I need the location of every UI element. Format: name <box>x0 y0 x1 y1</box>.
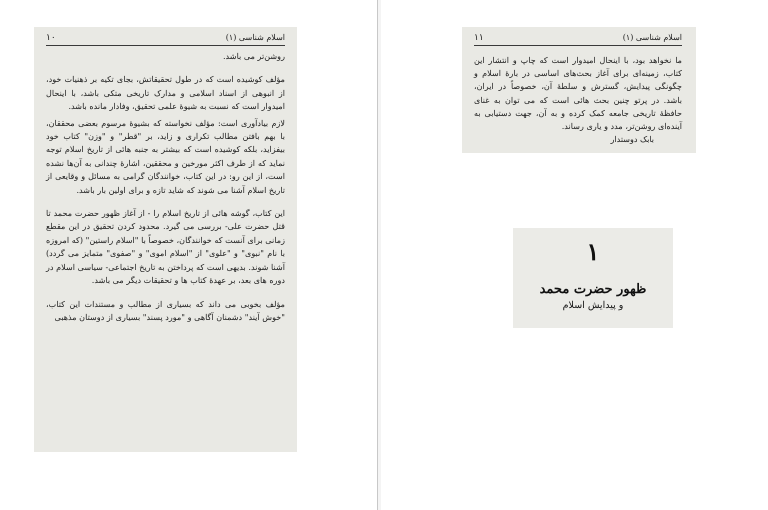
page-number: ۱۰ <box>46 33 56 43</box>
running-head: اسلام شناسی (۱) <box>622 33 682 42</box>
running-head: اسلام شناسی (۱) <box>225 33 285 42</box>
paragraph: روشن‌تر می باشد. <box>222 51 285 61</box>
page-number: ۱۱ <box>474 33 484 43</box>
chapter-title: ظهور حضرت محمد <box>539 282 647 297</box>
chapter-title-block <box>513 228 673 328</box>
author-signature: بابک دوستدار <box>610 135 654 145</box>
page-header <box>46 33 285 46</box>
paragraph: مؤلف بخوبی می داند که بسیاری از مطالب و مستندات این کتاب، "خوش آیند" دشمنان آگاهی و "مورد پسند" بسیاری از دوستان مذهبی <box>46 298 285 322</box>
page-10-scan <box>34 27 297 452</box>
paragraph: ما نخواهد بود، با اینحال امیدوار است که چاپ و انتشار این کتاب، زمینه‌ای برای آغاز بحث‌های اساسی در بارهٔ اسلام و چگونگی پیدایش، گسترش و سلطهٔ آن، خصوصاً در ایران، باشد. در پرتو چنین بحث هائی است که می توان به غنای حافظهٔ تاریخی جامعه کمک کرده و به آن، جهت دستیابی به آینده‌ای روشن‌تر، مدد و یاری رساند. <box>474 55 682 132</box>
paragraph: این کتاب، گوشه هائی از تاریخ اسلام را - از آغاز ظهور حضرت محمد تا قتل حضرت علی- بررسی می گیرد. محدود کردن تحقیق در این مقطع زمانی برای آنست که خوانندگان، خصوصاً با "اسلام راستین" (که امروزه با نام "نبوی" و "علوی" از "اسلام اموی" و "صفوی" متمایز می گردد) آشنا شوند. بدیهی است که پرداختن به تاریخ اجتماعی- سیاسی اسلام در دوره های بعد، بر عهدهٔ کتاب ها و تحقیقات دیگر می باشد. <box>46 208 285 286</box>
chapter-subtitle: و پیدایش اسلام <box>562 300 624 311</box>
chapter-number: ۱ <box>586 237 600 266</box>
paragraph: لازم بیادآوری است: مؤلف نخواسته که بشیوهٔ مرسوم بعضی محققان، با بهم بافتن مطالب تکراری و زاید، بر "قطر" و "وزن" کتاب خود بیفزاید، بلکه کوشیده است که بیشتر به جنبه هائی از تاریخ اسلام توجه نماید که از طرف اکثر مورخین و محققین، اشارهٔ چندانی به آن‌ها نشده است، از این رو: در این کتاب، خوانندگان گرامی به مسائل و وقایعی از تاریخ اسلام آشنا می شوند که شاید تازه و برای اولین بار باشد. <box>46 117 285 195</box>
paragraph: مؤلف کوشیده است که در طول تحقیقاتش، بجای تکیه بر ذهنیات خود، از انبوهی از اسناد اسلامی و مدارک تاریخی متکی باشد، با اینحال امیدوار است که نسبت به شیوهٔ علمی تحقیق، وفادار مانده باشد. <box>46 74 285 112</box>
page-header <box>474 33 682 46</box>
page-11-scan <box>462 27 696 153</box>
